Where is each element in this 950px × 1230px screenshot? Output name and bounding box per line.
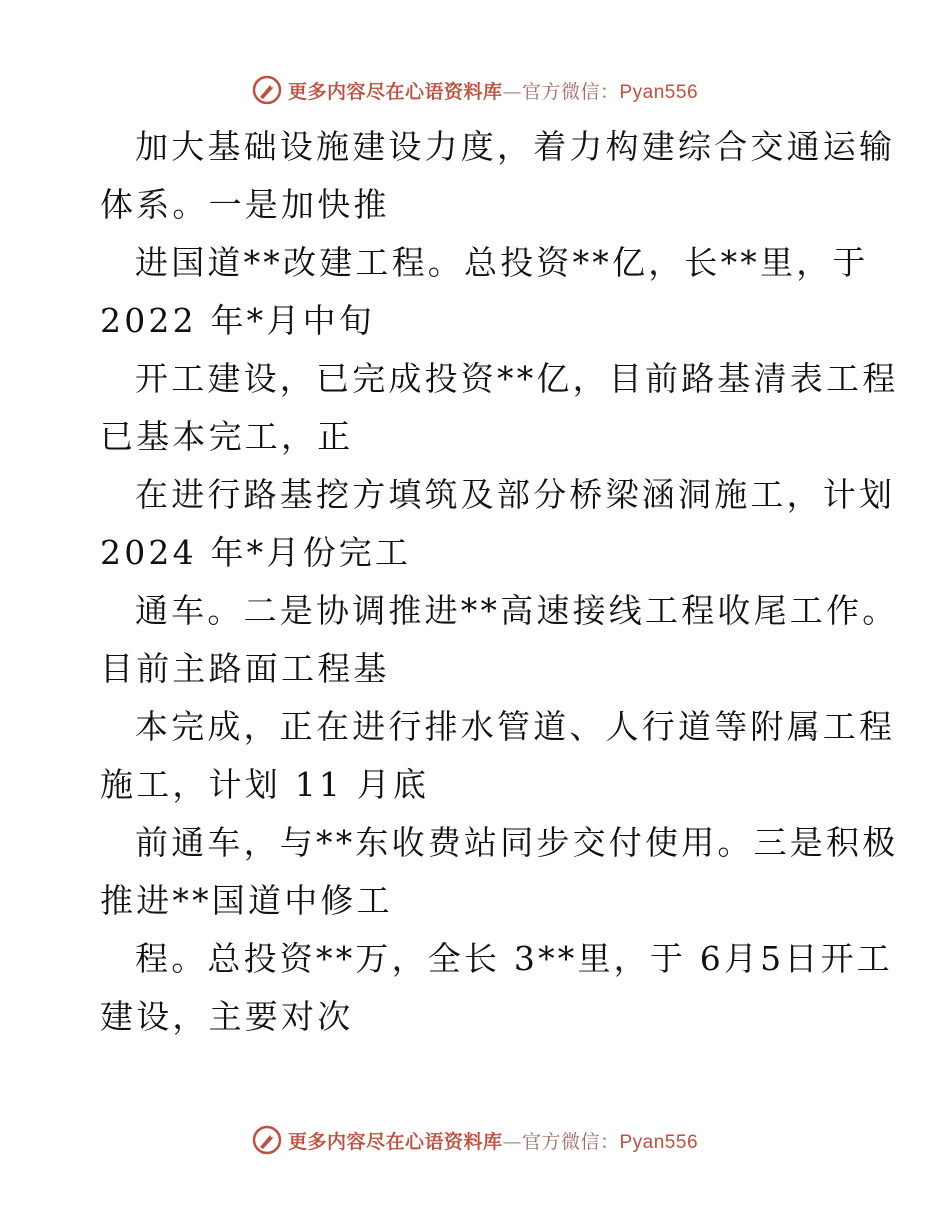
header-wechat-label: 官方微信： <box>521 80 620 103</box>
body-line-15: 程。总投资**万，全长 3**里，于 6月5日开工 <box>135 939 893 978</box>
footer-wechat-label: 官方微信： <box>521 1130 620 1153</box>
header-banner-text <box>288 77 698 104</box>
body-line-1: 加大基础设施建设力度，着力构建综合交通运输 <box>135 127 896 166</box>
header-wechat-id: Pyan556 <box>619 81 699 103</box>
body-line-11: 本完成，正在进行排水管道、人行道等附属工程 <box>135 707 896 746</box>
body-line-2: 体系。一是加快推 <box>100 185 390 224</box>
body-line-8: 2024 年*月份完工 <box>100 533 412 572</box>
header-site-name: 更多内容尽在心语资料库 <box>287 80 503 103</box>
header-dash: — <box>502 80 522 103</box>
footer-dash: — <box>502 1130 522 1153</box>
body-line-5: 开工建设，已完成投资**亿，目前路基清表工程 <box>135 359 899 398</box>
footer-banner-text <box>288 1127 698 1154</box>
body-line-4: 2022 年*月中旬 <box>100 301 375 340</box>
body-line-14: 推进**国道中修工 <box>100 881 393 920</box>
body-line-16: 建设，主要对次 <box>100 997 354 1036</box>
pen-nib-circle-icon <box>252 75 282 105</box>
body-line-13: 前通车，与**东收费站同步交付使用。三是积极 <box>135 823 899 862</box>
body-line-7: 在进行路基挖方填筑及部分桥梁涵洞施工，计划 <box>135 475 896 514</box>
footer-banner <box>0 1120 950 1160</box>
body-line-10: 目前主路面工程基 <box>100 649 390 688</box>
body-line-6: 已基本完工，正 <box>100 417 354 456</box>
body-line-3: 进国道**改建工程。总投资**亿，长**里，于 <box>135 243 869 282</box>
footer-site-name: 更多内容尽在心语资料库 <box>287 1130 503 1153</box>
body-line-9: 通车。二是协调推进**高速接线工程收尾工作。 <box>135 591 899 630</box>
header-banner <box>0 70 950 110</box>
pen-nib-circle-icon <box>252 1125 282 1155</box>
footer-wechat-id: Pyan556 <box>619 1131 699 1153</box>
body-line-12: 施工，计划 11 月底 <box>100 765 430 804</box>
